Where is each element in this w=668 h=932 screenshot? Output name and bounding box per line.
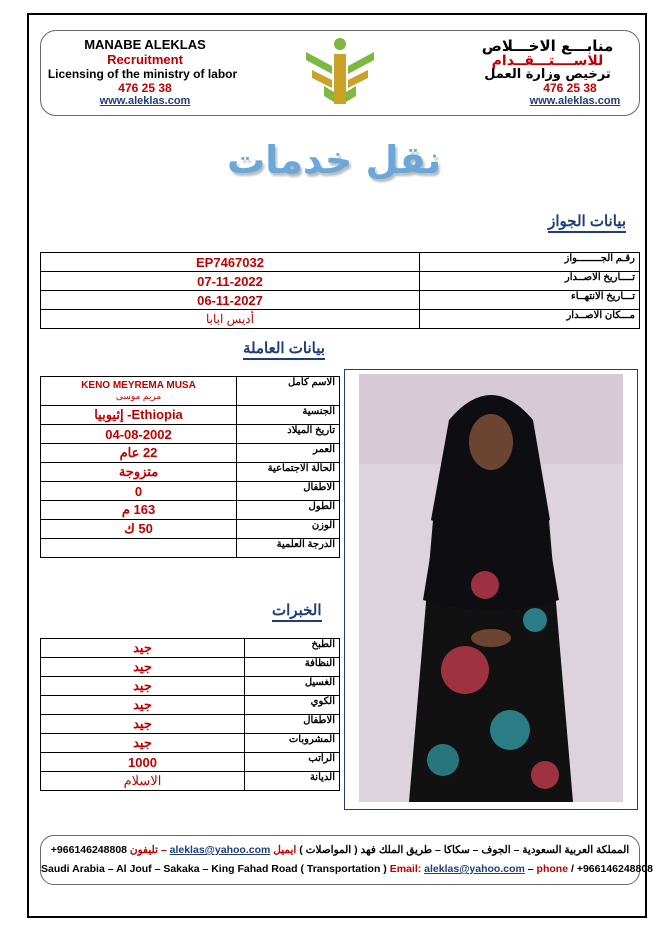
worker-table	[40, 376, 340, 558]
education-label: الدرجة العلمية	[237, 539, 340, 558]
age-label: العمر	[237, 444, 340, 463]
weight-label: الوزن	[237, 520, 340, 539]
phone-ar: 476 25 38	[543, 81, 597, 95]
education-value	[41, 539, 237, 558]
table-row	[41, 677, 340, 696]
passport-number-value: EP7467032	[41, 253, 420, 272]
passport-section-title: بيانات الجواز	[548, 212, 626, 233]
table-row	[41, 734, 340, 753]
company-logo	[298, 36, 382, 108]
age-value: 22 عام	[41, 444, 237, 463]
table-row	[41, 639, 340, 658]
salary-value: 1000	[41, 753, 245, 772]
footer-address-ar: المملكة العربية السعودية – الجوف – سكاكا – طريق الملك فهد ( المواصلات )	[299, 844, 630, 856]
table-row	[41, 253, 640, 272]
name-ar: مريم موسى	[115, 391, 162, 401]
recruitment-ar: للاســــتـــقــدام	[491, 53, 604, 69]
footer-email-label-ar: ايميل	[273, 844, 297, 856]
table-row	[41, 696, 340, 715]
full-name-value	[41, 377, 237, 406]
company-name-en: MANABE ALEKLAS	[84, 37, 206, 52]
experience-section-title: الخبرات	[272, 601, 322, 622]
height-value: 163 م	[41, 501, 237, 520]
cleaning-label: النظافة	[245, 658, 340, 677]
table-row	[41, 377, 340, 406]
issue-date-value: 07-11-2022	[41, 272, 420, 291]
drinks-value: جيد	[41, 734, 245, 753]
childcare-value: جيد	[41, 715, 245, 734]
ironing-label: الكوي	[245, 696, 340, 715]
cooking-value: جيد	[41, 639, 245, 658]
religion-label: الديانة	[245, 772, 340, 791]
license-en: Licensing of the ministry of labor	[47, 67, 238, 81]
table-row	[41, 772, 340, 791]
footer-line-en: Saudi Arabia – Al Jouf – Sakaka – King Fahad Road ( Transportation ) Email: aleklas@yahoo.com – phone / +966146248808	[41, 863, 654, 875]
table-row	[41, 658, 340, 677]
birth-date-label: تاريخ الميلاد	[237, 425, 340, 444]
salary-label: الراتب	[245, 753, 340, 772]
table-row	[41, 425, 340, 444]
table-row	[41, 444, 340, 463]
table-row	[41, 539, 340, 558]
weight-value: 50 ك	[41, 520, 237, 539]
cooking-label: الطبخ	[245, 639, 340, 658]
full-name-label: الاسم كامل	[237, 377, 340, 406]
childcare-label: الاطفال	[245, 715, 340, 734]
cleaning-value: جيد	[41, 658, 245, 677]
worker-section-title: بيانات العاملة	[243, 339, 325, 360]
washing-value: جيد	[41, 677, 245, 696]
washing-label: الغسيل	[245, 677, 340, 696]
drinks-label: المشروبات	[245, 734, 340, 753]
name-en: KENO MEYREMA MUSA	[81, 380, 196, 391]
website-ar-link[interactable]: www.aleklas.com	[529, 95, 621, 107]
table-row	[41, 520, 340, 539]
birth-date-value: 04-08-2002	[41, 425, 237, 444]
recruitment-en: Recruitment	[107, 52, 183, 67]
footer-phone-label-en: phone	[536, 863, 569, 875]
footer-email-en-link[interactable]: aleklas@yahoo.com	[424, 863, 525, 875]
footer-phone-en: +966146248808	[576, 863, 654, 875]
page-title: نقل خدمات	[226, 138, 442, 182]
footer-contact	[40, 835, 654, 885]
expiry-date-value: 06-11-2027	[41, 291, 420, 310]
table-row	[41, 310, 640, 329]
phone-en: 476 25 38	[118, 81, 172, 95]
footer-phone-label-ar: تليفون	[129, 844, 158, 856]
marital-status-value: متزوجة	[41, 463, 237, 482]
nationality-label: الجنسية	[237, 406, 340, 425]
footer-phone-ar: 966146248808+	[50, 844, 127, 856]
nationality-value: Ethiopia- إثيوبيا	[41, 406, 237, 425]
table-row	[41, 463, 340, 482]
table-row	[41, 482, 340, 501]
website-en-link[interactable]: www.aleklas.com	[99, 95, 191, 107]
table-row	[41, 501, 340, 520]
issue-place-value: أديس ابابا	[41, 310, 420, 329]
worker-photo-frame	[344, 369, 638, 810]
children-value: 0	[41, 482, 237, 501]
marital-status-label: الحالة الاجتماعية	[237, 463, 340, 482]
religion-value: الاسلام	[41, 772, 245, 791]
table-row	[41, 272, 640, 291]
children-label: الاطفال	[237, 482, 340, 501]
table-row	[41, 406, 340, 425]
worker-photo	[345, 370, 637, 809]
license-ar: ترخيص وزارة العمل	[484, 67, 611, 82]
issue-date-label: تــــاريخ الاصــدار	[420, 272, 640, 291]
experience-table	[40, 638, 340, 791]
issue-place-label: مـــكان الاصــدار	[420, 310, 640, 329]
footer-address-en: Saudi Arabia – Al Jouf – Sakaka – King Fahad Road ( Transportation )	[41, 863, 387, 875]
passport-number-label: رقـم الجــــــــواز	[420, 253, 640, 272]
table-row	[41, 715, 340, 734]
passport-table	[40, 252, 640, 329]
expiry-date-label: تـــاريخ الانتهــاء	[420, 291, 640, 310]
company-name-ar: منابـــع الاخـــلاص	[481, 37, 614, 55]
footer-line-ar: المملكة العربية السعودية – الجوف – سكاكا – طريق الملك فهد ( المواصلات ) ايميل aleklas@yahoo.com – تليفون 966146248808+	[50, 844, 630, 856]
height-label: الطول	[237, 501, 340, 520]
footer-email-ar-link[interactable]: aleklas@yahoo.com	[169, 844, 271, 856]
footer-email-label-en: Email:	[389, 863, 422, 875]
table-row	[41, 753, 340, 772]
ironing-value: جيد	[41, 696, 245, 715]
table-row	[41, 291, 640, 310]
